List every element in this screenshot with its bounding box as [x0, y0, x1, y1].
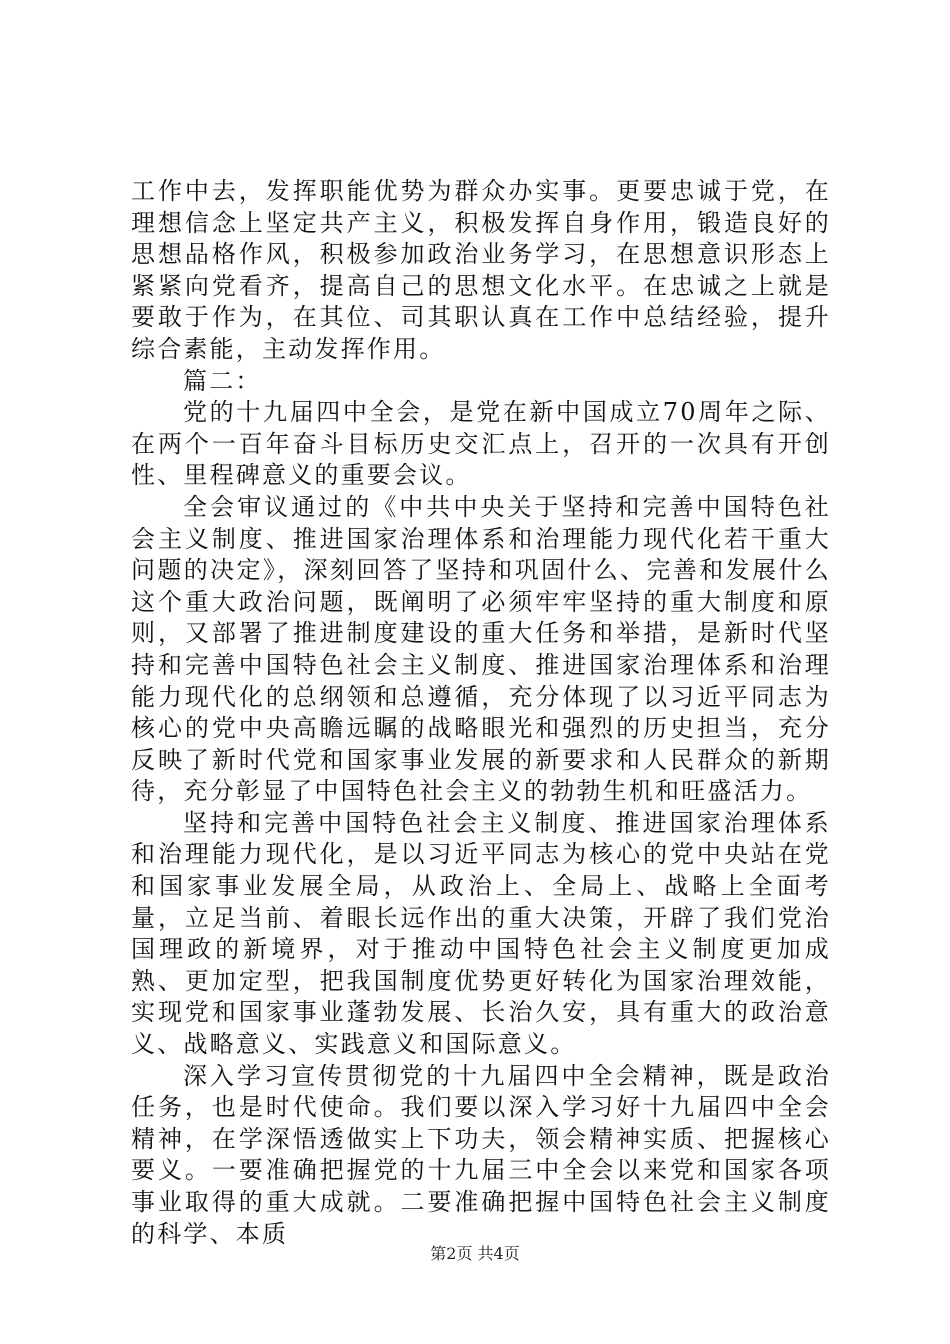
paragraph-3: 全会审议通过的《中共中央关于坚持和完善中国特色社会主义制度、推进国家治理体系和治理能力现代化若干重大问题的决定》，深刻回答了坚持和巩固什么、完善和发展什么这个重大政治问题，既阐明了必须牢牢坚持的重大制度和原则，又部署了推进制度建设的重大任务和举措，是新时代坚持和完善中国特色社会主义制度、推进国家治理体系和治理能力现代化的总纲领和总遵循，充分体现了以习近平同志为核心的党中央高瞻远瞩的战略眼光和强烈的历史担当，充分反映了新时代党和国家事业发展的新要求和人民群众的新期待，充分彰显了中国特色社会主义的勃勃生机和旺盛活力。: [131, 492, 831, 806]
paragraph-4: 坚持和完善中国特色社会主义制度、推进国家治理体系和治理能力现代化，是以习近平同志为核心的党中央站在党和国家事业发展全局，从政治上、全局上、战略上全面考量，立足当前、着眼长远作出的重大决策，开辟了我们党治国理政的新境界，对于推动中国特色社会主义制度更加成熟、更加定型，把我国制度优势更好转化为国家治理效能，实现党和国家事业蓬勃发展、长治久安，具有重大的政治意义、战略意义、实践意义和国际意义。: [131, 808, 831, 1059]
paragraph-5: 深入学习宣传贯彻党的十九届四中全会精神，既是政治任务，也是时代使命。我们要以深入学习好十九届四中全会精神，在学深悟透做实上下功夫，领会精神实质、把握核心要义。一要准确把握党的十九届三中全会以来党和国家各项事业取得的重大成就。二要准确把握中国特色社会主义制度的科学、本质: [131, 1061, 831, 1248]
paragraph-2: 党的十九届四中全会，是党在新中国成立70周年之际、在两个一百年奋斗目标历史交汇点上，召开的一次具有开创性、里程碑意义的重要会议。: [131, 398, 831, 490]
page-footer: 第2页 共4页: [430, 1244, 520, 1263]
paragraph-1: 工作中去，发挥职能优势为群众办实事。更要忠诚于党，在理想信念上坚定共产主义，积极发挥自身作用，锻造良好的思想品格作风，积极参加政治业务学习，在思想意识形态上紧紧向党看齐，提高自己的思想文化水平。在忠诚之上就是要敢于作为，在其位、司其职认真在工作中总结经验，提升综合素能，主动发挥作用。: [131, 177, 831, 363]
document-body: [131, 176, 831, 1250]
section-heading: 篇二：: [183, 366, 262, 395]
